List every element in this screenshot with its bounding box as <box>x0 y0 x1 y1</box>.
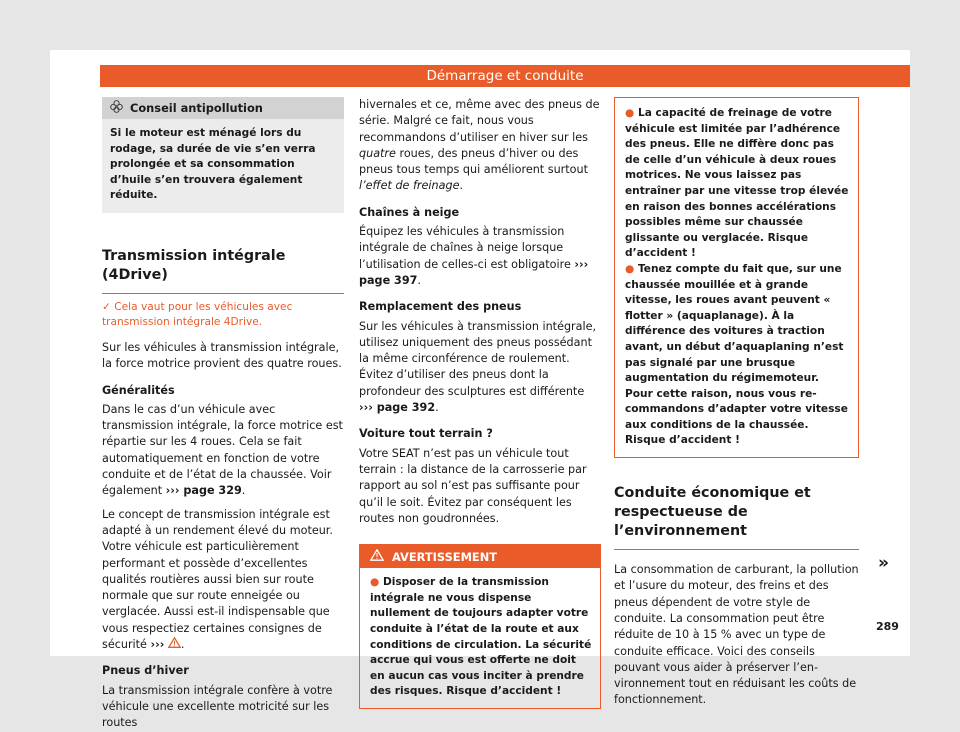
section-title-eco-driving: Conduite économique et respectueuse de l’environnement <box>614 484 859 550</box>
column-2 <box>359 97 601 709</box>
warning-link[interactable]: ››› <box>150 638 165 652</box>
warning-triangle-icon <box>370 549 384 564</box>
intro-paragraph: Sur les véhicules à transmission intégrale, la force motrice provient des quatre roues. <box>102 340 342 371</box>
subheading-pneus-hiver: Pneus d’hiver <box>102 664 189 678</box>
applicability-note: ✓ Cela vaut pour les véhicules avec transmission intégrale 4Drive. <box>102 300 293 328</box>
tip-header <box>102 97 344 119</box>
chapter-header: Démarrage et conduite <box>100 65 910 87</box>
warning-triangle-icon <box>168 637 181 653</box>
page-link-392[interactable]: ››› page 392 <box>359 401 436 415</box>
subheading-remplacement: Remplacement des pneus <box>359 300 522 314</box>
warning-bullet: ● Disposer de la transmission intégrale ne vous dispense nullement de toujours adapter votre conduite à l’état de la route et aux conditions de circulation. La sécurité accrue qui vous est offerte ne doit en aucun cas vous inciter à prendre des risques. Risque d’accident ! <box>370 576 592 698</box>
subheading-chaines: Chaînes à neige <box>359 205 460 219</box>
warning-title: AVERTISSEMENT <box>392 549 498 564</box>
warning-header <box>360 545 600 568</box>
warning-bullet-aquaplaning: ● Tenez compte du fait que, sur une chaussée mouillée et à grande vitesse, les roues avant peuvent « flotter » (aquaplanage). À la différence des voitures à traction avant, un début d’aquaplaning n’est pas signalé par une brusque augmentation du régimemoteur. Pour cette raison, nous vous recommandons d’adapter votre vitesse aux conditions de la chaussée. Risque d’accident ! <box>625 262 848 447</box>
tip-box <box>102 97 344 213</box>
paragraph-pneus-hiver: La transmission intégrale confère à votre véhicule une excellente motricité sur les routes <box>102 683 333 730</box>
page <box>50 50 910 730</box>
continue-mark: » <box>878 553 889 573</box>
section-title-4drive: Transmission intégrale (4Drive) <box>102 247 344 294</box>
warning-body-continued <box>615 98 858 457</box>
page-link-397[interactable]: ››› page 397 <box>359 257 589 287</box>
page-link-329[interactable]: ››› page 329 <box>165 484 242 498</box>
paragraph-generalites-2: Le concept de transmission intégrale est adapté à un rendement élevé du moteur. Votre véhicule est particulièrement performant et possède d’excellentes qualités routières aussi bien sur route normale que sur route enneigée ou verglacée. Aussi est-il indispensable que vous respectiez certaines consignes de sécurité ››› . <box>102 507 344 654</box>
column-1 <box>102 97 344 732</box>
subheading-generalites: Généralités <box>102 383 175 397</box>
warning-bullet-braking: ● La capacité de freinage de votre véhicule est limitée par l’adhérence des pneus. Elle ne diffère donc pas de celle d’un véhicule à deux roues motrices. Ne vous laissez pas entraîner par une vitesse trop élevée en raison des bonnes accélérations possibles même sur chaussée glissante ou verglacée. Risque d’accident ! <box>625 107 849 260</box>
leaf-flower-icon <box>110 100 123 116</box>
page-number: 289 <box>876 620 899 633</box>
tip-text: Si le moteur est ménagé lors du rodage, sa durée de vie s’en verra prolongée et sa consommation d’huile s’en trouvera également réduite. <box>110 127 316 202</box>
tip-title: Conseil antipollution <box>130 101 263 115</box>
check-icon: ✓ <box>102 300 111 313</box>
warning-box <box>359 544 601 709</box>
warning-body <box>360 568 600 708</box>
subheading-tout-terrain: Voiture tout terrain ? <box>359 427 493 441</box>
paragraph-remplacement: Sur les véhicules à transmission intégrale, utilisez uniquement des pneus possédant la même circonférence de roulement. Évitez d’utiliser des pneus dont la profondeur des sculptures est différente ››› page 392. <box>359 319 597 415</box>
paragraph-tout-terrain: Votre SEAT n’est pas un véhicule tout terrain : la distance de la carrosserie par rapport au sol n’est pas suffisante pour qu’il le soit. Évitez par conséquent les routes non goudronnées. <box>359 446 587 525</box>
paragraph-generalites-1: Dans le cas d’un véhicule avec transmission intégrale, la force motrice est répartie sur les 4 roues. Cela se fait automatiquement en fonction de votre conduite et de l’état de la chaussée. Voir également ››› page 329. <box>102 402 343 498</box>
paragraph-eco-driving: La consommation de carburant, la pollution et l’usure du moteur, des freins et des pneus dépendent de votre style de conduite. La consommation peut être réduite de 10 à 15 % avec un type de conduite efficace. Voici des conseils pouvant vous aider à préserver l’environnement tout en réduisant les coûts de fonctionnement. <box>614 563 859 707</box>
warning-box-continued <box>614 97 859 458</box>
paragraph-chaines: Équipez les véhicules à transmission intégrale de chaînes à neige lorsque l’utilisation de celles-ci est obligatoire ››› page 397. <box>359 225 589 287</box>
paragraph-pneus-hiver-cont: hivernales et ce, même avec des pneus de série. Malgré ce fait, nous vous recommandons d’utiliser en hiver sur les quatre roues, des pneus d’hiver ou des pneus tous temps qui améliorent surtout l’effet de freinage. <box>359 98 600 193</box>
column-3 <box>614 97 859 709</box>
